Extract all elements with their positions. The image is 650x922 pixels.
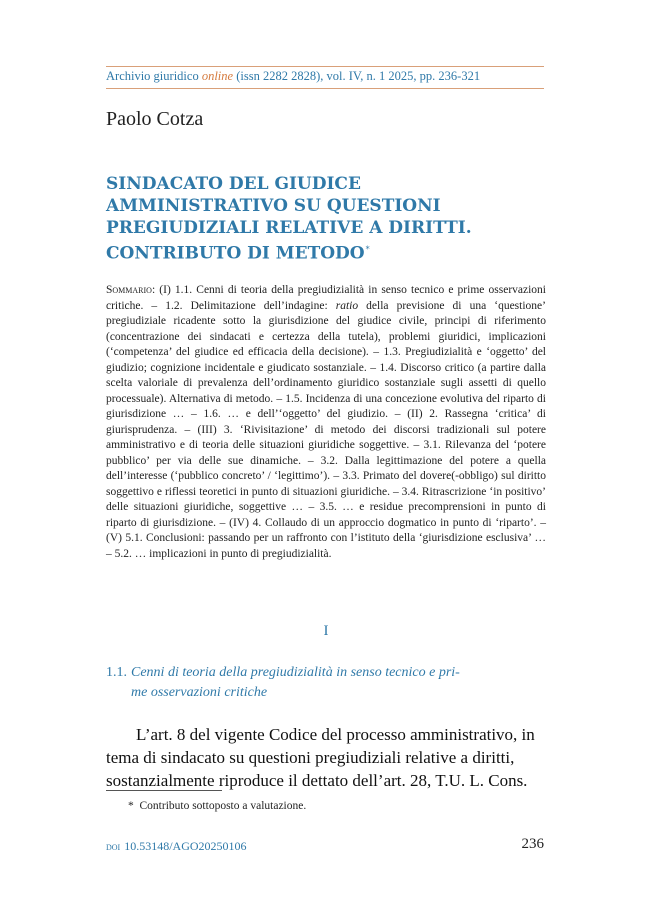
page-number: 236 (521, 836, 544, 852)
journal-online: online (201, 69, 234, 83)
footnote-text: Contributo sottoposto a valutazione. (139, 800, 307, 812)
body-line: tema di sindacato su questioni pregiudiziali relative a diritti, (106, 748, 515, 767)
header-rule-top (106, 66, 544, 67)
summary (106, 283, 546, 562)
doi-label: doi (106, 841, 121, 853)
doi (106, 839, 247, 854)
section-numeral: I (323, 623, 329, 639)
header-rule-bottom (106, 88, 544, 89)
doi-value: 10.53148/AGO20250106 (124, 839, 247, 853)
footnote (128, 800, 306, 812)
title-footnote-mark: * (365, 245, 370, 254)
body-line: sostanzialmente riproduce il dettato dell’art. 28, T.U. L. Cons. (106, 771, 528, 790)
subsection-title (106, 663, 546, 703)
body-paragraph (106, 723, 546, 792)
summary-text: (I) 1.1. Cenni di teoria della pregiudizialità in senso tecnico e prime osservazioni critiche. – 1.2. Delimitazione dell’indagine: (106, 284, 546, 312)
summary-label: Sommario: (106, 284, 156, 296)
journal-name: Archivio giuridico (106, 69, 199, 83)
subsection-heading (106, 663, 546, 703)
article-title (106, 173, 546, 265)
running-header (106, 69, 546, 84)
summary-italic: ratio (335, 299, 359, 312)
body-line: L’art. 8 del vigente Codice del processo amministrativo, in (136, 725, 535, 744)
title-line: SINDACATO DEL GIUDICE (106, 174, 361, 194)
subsection-title-line: Cenni di teoria della pregiudizialità in senso tecnico e pri- (131, 665, 460, 680)
title-line: PREGIUDIZIALI RELATIVE A DIRITTI. (106, 218, 472, 238)
summary-text: della previsione di una ‘questione’ pregiudiziale ricadente sotto la giurisdizione del giudice civile, principi di riferimento (concentrazione dei sindacati e certezza della tutela), problemi giuridici, implicazioni (‘competenza’ del giudice ed efficacia della decisione). – 1.3. Pregiudizialità e ‘oggetto’ del giudizio; cognizione incidentale e giudicato sostanziale. – 1.4. Discorso critico (a partire dalla scelta valoriale di prevalenza dell’ordinamento giuridico sostanziale sugli assetti di quello processuale). Alternativa di metodo. – 1.5. Incidenza di una concezione evolutiva del riparto di giurisdizione … – 1.6. … e dell’‘oggetto’ del giudizio. – (II) 2. Rassegna ‘critica’ di giurisprudenza. – (III) 3. ‘Rivisitazione’ di metodo dei discorsi tradizionali sul potere amministrativo e di teoria delle situazioni giuridiche soggettive. – 3.1. Rilevanza del ‘potere pubblico’ per via delle sue dinamiche. – 3.2. Dalla legittimazione del potere a quella dell’interesse (‘pubblico concreto’ / ‘legittimo’). – 3.3. Primato del dovere(-obbligo) sul diritto soggettivo e riflessi teoretici in punto di situazioni giuridiche. – 3.4. Ritrascrizione ‘in positivo’ delle situazioni giuridiche, soggettive … – 3.5. … e residue precomprensioni in punto di riparto di giurisdizione. – (IV) 4. Collaudo di un approccio dogmatico in punto di ‘riparto’. – (V) 5.1. Conclusioni: passando per un raffronto con l’istituto della ‘giurisdizione esclusiva’ … – 5.2. … implicazioni in punto di pregiudizialità. (106, 299, 546, 560)
subsection-title-line: me osservazioni critiche (131, 685, 268, 700)
footnote-rule (106, 790, 222, 791)
title-line-text: CONTRIBUTO DI METODO (106, 243, 365, 264)
title-line: AMMINISTRATIVO SU QUESTIONI (106, 196, 441, 216)
author-name: Paolo Cotza (106, 108, 204, 130)
journal-details: (issn 2282 2828), vol. IV, n. 1 2025, pp. 236-321 (236, 69, 481, 83)
title-line-last (106, 239, 546, 265)
footnote-mark: * (128, 800, 134, 812)
subsection-number: 1.1. (106, 665, 127, 680)
